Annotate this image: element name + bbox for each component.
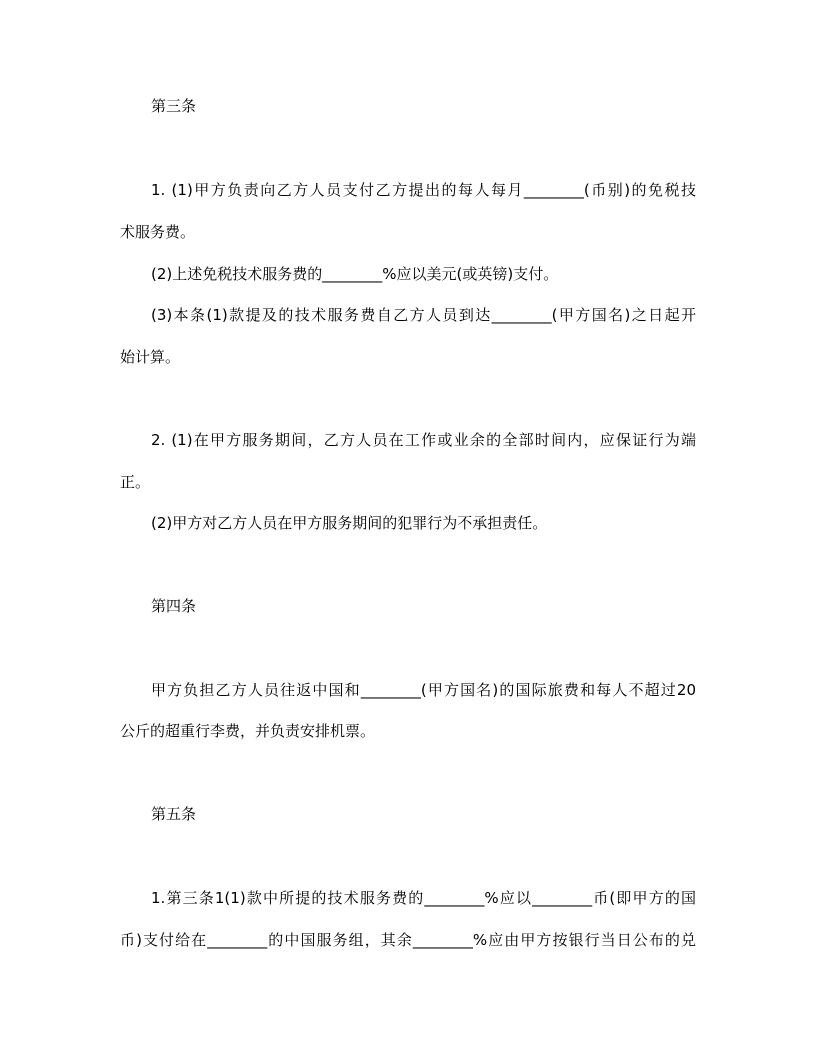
article-3-item-1-3-line-2: 始计算。 xyxy=(120,348,181,366)
article-3-item-1-line-2: 术服务费。 xyxy=(120,223,196,241)
article-3-item-1-2: (2)上述免税技术服务费的________%应以美元(或英镑)支付。 xyxy=(151,265,559,283)
article-3-item-1-3-line-1: (3)本条(1)款提及的技术服务费自乙方人员到达________(甲方国名)之日起开 xyxy=(151,306,696,324)
article-3-item-2-line-1: 2. (1)在甲方服务期间，乙方人员在工作或业余的全部时间内，应保证行为端 xyxy=(151,431,696,449)
article-5-heading: 第五条 xyxy=(151,805,197,823)
article-3-heading: 第三条 xyxy=(151,97,197,115)
article-4-para-line-2: 公斤的超重行李费，并负责安排机票。 xyxy=(120,722,376,740)
article-3-item-2-line-2: 正。 xyxy=(120,473,151,491)
article-4-para-line-1: 甲方负担乙方人员往返中国和________(甲方国名)的国际旅费和每人不超过20 xyxy=(151,681,696,699)
article-5-item-1-line-2: 币)支付给在________的中国服务组，其余________%应由甲方按银行当日公布的兑 xyxy=(120,931,696,949)
article-3-item-2-2: (2)甲方对乙方人员在甲方服务期间的犯罪行为不承担责任。 xyxy=(151,514,548,532)
article-3-item-1-line-1: 1. (1)甲方负责向乙方人员支付乙方提出的每人每月________(币别)的免税技 xyxy=(151,181,696,199)
article-5-item-1-line-1: 1.第三条1(1)款中所提的技术服务费的________%应以________币(即甲方的国 xyxy=(151,889,696,907)
article-4-heading: 第四条 xyxy=(151,597,197,615)
